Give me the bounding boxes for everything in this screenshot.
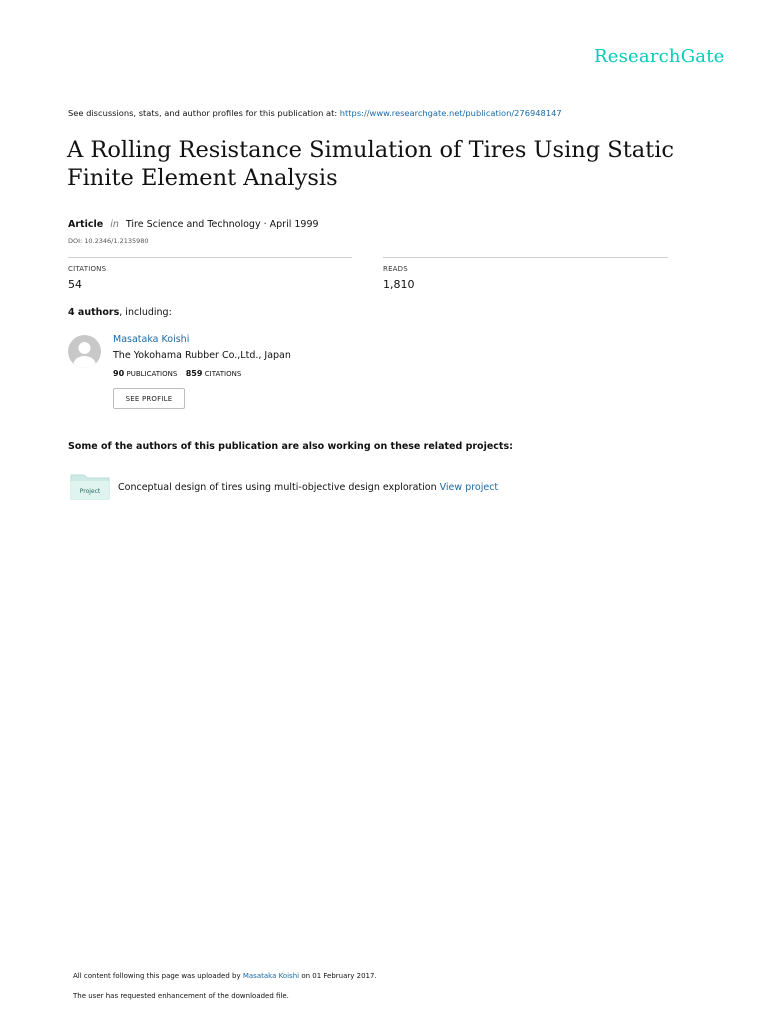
researchgate-logo[interactable]: ResearchGate [594, 46, 725, 67]
reads-label: READS [383, 265, 408, 273]
authors-suffix: , including: [119, 307, 172, 318]
project-folder-icon[interactable] [70, 472, 110, 500]
project-title: Conceptual design of tires using multi-objective design exploration [118, 482, 437, 493]
citations-label: CITATIONS [68, 265, 107, 273]
doi: DOI: 10.2346/1.2135980 [68, 237, 149, 245]
avatar[interactable] [68, 335, 101, 368]
discussion-line [68, 108, 562, 118]
publication-title: A Rolling Resistance Simulation of Tires Using Static Finite Element Analysis [67, 137, 675, 191]
see-profile-button[interactable]: SEE PROFILE [113, 388, 185, 409]
authors-count: 4 authors [68, 307, 120, 318]
citations-count: 54 [68, 278, 82, 291]
folder-label: Project [79, 488, 101, 495]
view-project-link[interactable]: View project [439, 482, 499, 493]
author-name[interactable]: Masataka Koishi [113, 334, 190, 345]
uploader-link[interactable]: Masataka Koishi [242, 972, 300, 980]
author-citations-count: 859 [185, 369, 203, 378]
article-type: Article [68, 219, 104, 230]
in-word: in [110, 219, 119, 230]
author-affiliation: The Yokohama Rubber Co.,Ltd., Japan [113, 350, 291, 361]
discussion-prefix: See discussions, stats, and author profiles for this publication at: [68, 108, 340, 118]
author-stats [113, 369, 247, 378]
article-meta [68, 219, 319, 230]
upload-suffix: on 01 February 2017. [299, 972, 377, 980]
publication-url-link[interactable]: https://www.researchgate.net/publication/276948147 [339, 108, 562, 118]
related-project [118, 482, 498, 493]
related-projects-heading: Some of the authors of this publication are also working on these related projects: [68, 441, 513, 452]
publication-date: April 1999 [269, 219, 319, 230]
upload-note [73, 972, 377, 980]
publications-count: 90 [113, 369, 125, 378]
person-icon [68, 335, 101, 368]
reads-divider [383, 257, 668, 258]
upload-prefix: All content following this page was uploaded by [73, 972, 243, 980]
author-name-link[interactable] [113, 334, 189, 345]
authors-summary [68, 307, 172, 318]
meta-separator: · [260, 219, 270, 230]
author-citations-label: CITATIONS [204, 370, 242, 378]
reads-count: 1,810 [383, 278, 415, 291]
publications-label: PUBLICATIONS [126, 370, 178, 378]
citations-divider [68, 257, 352, 258]
enhancement-note: The user has requested enhancement of the downloaded file. [73, 992, 289, 1000]
journal-name: Tire Science and Technology [125, 219, 261, 230]
